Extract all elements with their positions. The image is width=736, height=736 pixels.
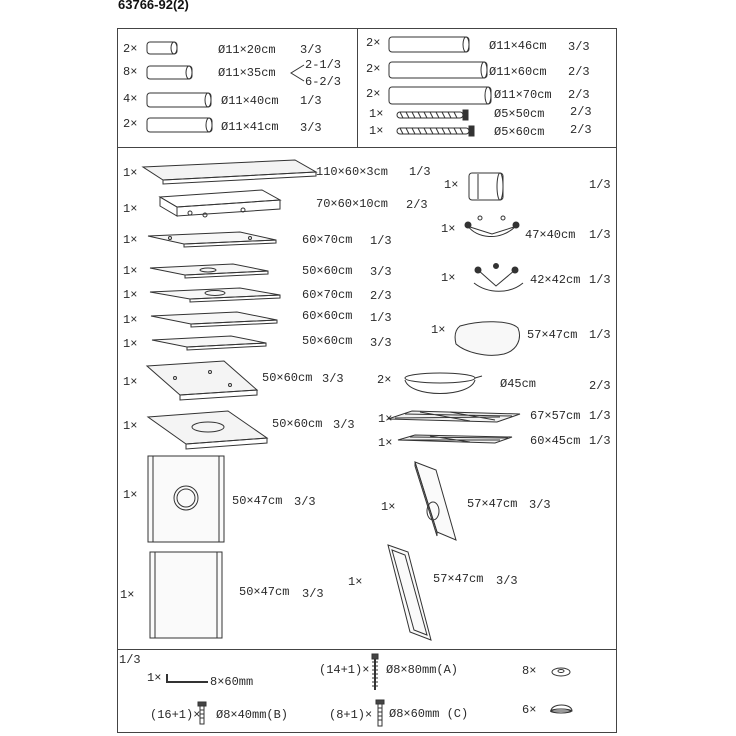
side-hole-qty: 1×	[123, 488, 138, 502]
tube-11x60-icon	[389, 62, 487, 78]
frame67-spec: 67×57cm	[530, 409, 581, 423]
bolt-c-icon	[376, 700, 384, 726]
cylinder-page: 1/3	[589, 178, 611, 192]
tube-35-page-b: 6-2/3	[305, 75, 342, 89]
board-50x60b-spec: 50×60cm	[302, 334, 353, 348]
tube-11x40-icon	[147, 93, 211, 107]
board-60x70b-page: 2/3	[370, 289, 392, 303]
board-50x60a-page: 3/3	[370, 265, 392, 279]
side-hole-spec: 50×47cm	[232, 494, 283, 508]
tube-20-page: 3/3	[300, 43, 322, 57]
document-code: 63766-92(2)	[118, 0, 189, 12]
panel57-page: 3/3	[496, 574, 518, 588]
board-60x60-icon	[151, 312, 277, 327]
bolt-a-icon	[372, 654, 378, 690]
rope-50-qty: 1×	[369, 107, 384, 121]
tube-20-spec: Ø11×20cm	[218, 43, 276, 57]
board-50x60c-spec: 50×60cm	[262, 371, 313, 385]
board-60x70a-qty: 1×	[123, 233, 138, 247]
bolt-c-spec: Ø8×60mm (C)	[389, 707, 469, 721]
tube-60-spec: Ø11×60cm	[489, 65, 547, 79]
basebox-page: 2/3	[406, 198, 428, 212]
basebox-spec: 70×60×10cm	[316, 197, 389, 211]
board-60x60-page: 1/3	[370, 311, 392, 325]
board-50x60hole-spec: 50×60cm	[272, 417, 323, 431]
board-50x60-a-icon	[150, 264, 268, 278]
tube-35-qty: 8×	[123, 65, 138, 79]
rope-50-page: 2/3	[570, 105, 592, 119]
panel57hole-qty: 1×	[381, 500, 396, 514]
hammock-47x40-icon	[465, 216, 519, 237]
tube-46-spec: Ø11×46cm	[489, 39, 547, 53]
board-50x60b-page: 3/3	[370, 336, 392, 350]
hammock42-page: 1/3	[589, 273, 611, 287]
tube-41-qty: 2×	[123, 117, 138, 131]
board-50x60hole-qty: 1×	[123, 419, 138, 433]
tube-70-spec: Ø11×70cm	[494, 88, 552, 102]
rope-60-page: 2/3	[570, 123, 592, 137]
panel57-qty: 1×	[348, 575, 363, 589]
side-panel-57x47-icon	[388, 545, 431, 640]
tube-11x70-icon	[389, 87, 491, 104]
tube-11x41-icon	[147, 118, 212, 132]
bracket-icon	[289, 62, 305, 84]
bolt-b-spec: Ø8×40mm(B)	[216, 708, 289, 722]
washer-icon	[552, 668, 570, 676]
frame60-page: 1/3	[589, 434, 611, 448]
tube-11x20-icon	[147, 42, 177, 54]
hammock47-page: 1/3	[589, 228, 611, 242]
bowl-spec: Ø45cm	[500, 377, 537, 391]
sisal-rope-50-icon	[397, 110, 468, 120]
board-50x60b-qty: 1×	[123, 337, 138, 351]
board-110-qty: 1×	[123, 166, 138, 180]
side-hole-page: 3/3	[294, 495, 316, 509]
allen-key-spec: 8×60mm	[210, 675, 254, 689]
tube-11x46-icon	[389, 37, 469, 52]
side-plain-spec: 50×47cm	[239, 585, 290, 599]
tube-41-spec: Ø11×41cm	[221, 120, 279, 134]
board-50x60c-page: 3/3	[322, 372, 344, 386]
washer-qty: 8×	[522, 664, 537, 678]
panel57-spec: 57×47cm	[433, 572, 484, 586]
sisal-rope-60-icon	[397, 126, 474, 136]
tube-35-spec: Ø11×35cm	[218, 66, 276, 80]
side-plain-page: 3/3	[302, 587, 324, 601]
board-60x70-a-icon	[148, 232, 276, 247]
panel57hole-spec: 57×47cm	[467, 497, 518, 511]
cushion-qty: 1×	[431, 323, 446, 337]
tube-40-qty: 4×	[123, 92, 138, 106]
frame60-spec: 60×45cm	[530, 434, 581, 448]
hammock47-spec: 47×40cm	[525, 228, 576, 242]
tube-60-qty: 2×	[366, 62, 381, 76]
hammock-42x42-icon	[474, 264, 523, 292]
rope-60-spec: Ø5×60cm	[494, 125, 545, 139]
cylinder-icon	[469, 173, 503, 200]
panel57hole-page: 3/3	[529, 498, 551, 512]
bowl-qty: 2×	[377, 373, 392, 387]
tube-11x35-icon	[147, 66, 192, 79]
hammock-frame-67x57-icon	[388, 411, 520, 422]
frame67-page: 1/3	[589, 409, 611, 423]
tube-20-qty: 2×	[123, 42, 138, 56]
tube-35-page-a: 2-1/3	[305, 58, 342, 72]
bolt-c-qty: (8+1)×	[329, 708, 373, 722]
hammock42-qty: 1×	[441, 271, 456, 285]
bowl-45-icon	[405, 373, 482, 394]
board-110x60x3-icon	[143, 160, 316, 184]
board-60x70a-page: 1/3	[370, 234, 392, 248]
board-110-spec: 110×60×3cm	[316, 165, 389, 179]
tube-70-page: 2/3	[568, 88, 590, 102]
bowl-page: 2/3	[589, 379, 611, 393]
board-50x60-c-icon	[147, 361, 257, 400]
board-60x70-b-icon	[150, 288, 280, 302]
board-60x60-qty: 1×	[123, 313, 138, 327]
side-panel-57x47-hole-icon	[415, 462, 456, 540]
tube-41-page: 3/3	[300, 121, 322, 135]
board-50x60hole-page: 3/3	[333, 418, 355, 432]
board-50x60a-qty: 1×	[123, 264, 138, 278]
hammock-frame-60x45-icon	[398, 435, 512, 443]
board-110-page: 1/3	[409, 165, 431, 179]
board-50x60c-qty: 1×	[123, 375, 138, 389]
board-50x60-b-icon	[152, 336, 266, 350]
tube-40-spec: Ø11×40cm	[221, 94, 279, 108]
tube-40-page: 1/3	[300, 94, 322, 108]
cushion-spec: 57×47cm	[527, 328, 578, 342]
tube-70-qty: 2×	[366, 87, 381, 101]
hardware-page: 1/3	[119, 653, 141, 667]
board-60x70b-qty: 1×	[123, 288, 138, 302]
cylinder-qty: 1×	[444, 178, 459, 192]
hammock47-qty: 1×	[441, 222, 456, 236]
board-60x60-spec: 60×60cm	[302, 309, 353, 323]
tube-46-page: 3/3	[568, 40, 590, 54]
side-plain-qty: 1×	[120, 588, 135, 602]
rope-50-spec: Ø5×50cm	[494, 107, 545, 121]
side-panel-50x47-hole-icon	[148, 456, 224, 542]
rope-60-qty: 1×	[369, 124, 384, 138]
board-60x70a-spec: 60×70cm	[302, 233, 353, 247]
cushion-57x47-icon	[455, 322, 519, 356]
basebox-qty: 1×	[123, 202, 138, 216]
cap-qty: 6×	[522, 703, 537, 717]
cap-icon	[551, 705, 573, 713]
base-box-70x60x10-icon	[160, 190, 280, 217]
board-50x60-hole-icon	[148, 411, 267, 449]
bolt-b-qty: (16+1)×	[150, 708, 201, 722]
side-panel-50x47-icon	[150, 552, 222, 638]
board-50x60a-spec: 50×60cm	[302, 264, 353, 278]
allen-key-qty: 1×	[147, 671, 162, 685]
tube-46-qty: 2×	[366, 36, 381, 50]
hammock42-spec: 42×42cm	[530, 273, 581, 287]
board-60x70b-spec: 60×70cm	[302, 288, 353, 302]
frame67-qty: 1×	[378, 412, 393, 426]
cushion-page: 1/3	[589, 328, 611, 342]
bolt-a-spec: Ø8×80mm(A)	[386, 663, 459, 677]
allen-key-icon	[167, 674, 208, 682]
frame60-qty: 1×	[378, 436, 393, 450]
tube-60-page: 2/3	[568, 65, 590, 79]
bolt-a-qty: (14+1)×	[319, 663, 370, 677]
